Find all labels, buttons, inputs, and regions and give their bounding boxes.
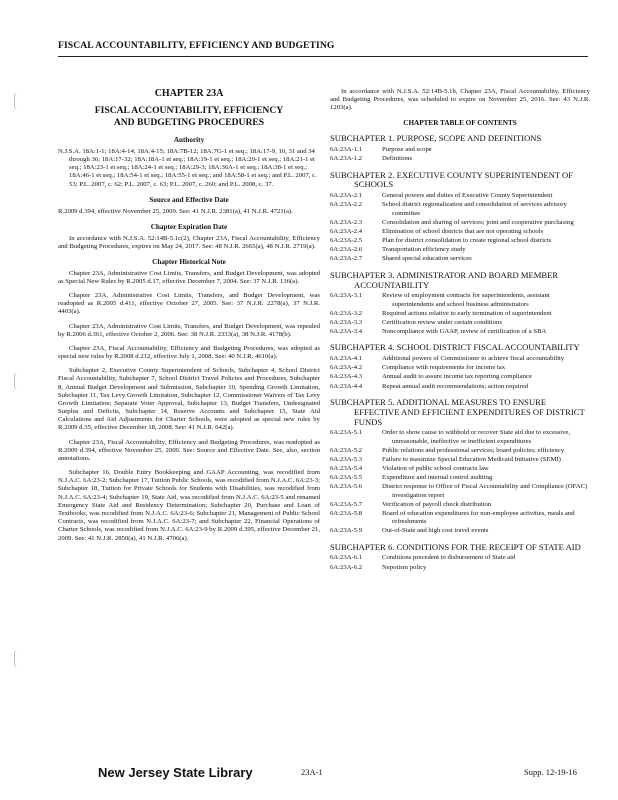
section-title: District response to Office of Fiscal Accountability and Compliance (OFAC) investigation report bbox=[382, 483, 588, 499]
supplement-date: Supp. 12-19-16 bbox=[524, 767, 577, 777]
section-title: Required actions relative to early termination of superintendent bbox=[382, 309, 552, 317]
section-number: 6A:23A-5.9 bbox=[330, 527, 363, 535]
section-number: 6A:23A-5.8 bbox=[330, 509, 363, 517]
expiration-text: In accordance with N.J.S.A. 52:14B-5.1c(2), Chapter 23A, Fiscal Accountability, Efficiency and Budgeting Procedures, expires on May 24, 2017. See: 48 N.J.R. 2665(a), 48 N.J.R. 2719(a). bbox=[58, 234, 320, 250]
chapter-title bbox=[58, 105, 320, 128]
section-title: Order to show cause to withhold or recover State aid due to excessive, unreasonable, ineffective or inefficient expenditures bbox=[382, 429, 571, 445]
toc-entry bbox=[330, 146, 590, 154]
toc-entry bbox=[330, 429, 590, 445]
toc-entry bbox=[330, 219, 590, 227]
chapter-title-line: AND BUDGETING PROCEDURES bbox=[113, 116, 265, 128]
running-header: FISCAL ACCOUNTABILITY, EFFICIENCY AND BUDGETING bbox=[58, 40, 335, 51]
section-title: School district regionalization and consolidation of services advisory committee bbox=[382, 201, 567, 217]
margin-mark bbox=[14, 92, 23, 110]
section-number: 6A:23A-2.3 bbox=[330, 218, 363, 226]
section-title: Nepotism policy bbox=[382, 563, 427, 571]
toc-entry bbox=[330, 465, 590, 473]
toc-entry bbox=[330, 383, 590, 391]
source-heading: Source and Effective Date bbox=[149, 195, 229, 204]
subchapter-title: SUBCHAPTER 2. EXECUTIVE COUNTY SUPERINTENDENT OF SCHOOLS bbox=[330, 169, 574, 190]
toc-entry bbox=[330, 328, 590, 336]
section-number: 6A:23A-5.5 bbox=[330, 474, 363, 482]
section-number: 6A:23A-2.4 bbox=[330, 227, 363, 235]
section-title: Additional powers of Commissioner to achieve fiscal accountability bbox=[382, 355, 565, 363]
toc-entry bbox=[330, 246, 590, 254]
toc-entry bbox=[330, 554, 590, 562]
section-number: 6A:23A-3.2 bbox=[330, 309, 363, 317]
section-number: 6A:23A-3.1 bbox=[330, 292, 363, 300]
section-title: Failure to maximize Special Education Medicaid Initiative (SEMI) bbox=[382, 455, 561, 463]
table-of-contents bbox=[330, 134, 590, 571]
source-text: R.2009 d.394, effective November 25, 2009. See: 41 N.J.R. 2381(a), 41 N.J.R. 4721(a). bbox=[58, 207, 293, 215]
page-number: 23A-1 bbox=[301, 767, 323, 777]
section-number: 6A:23A-5.7 bbox=[330, 500, 363, 508]
section-number: 6A:23A-5.6 bbox=[330, 483, 363, 491]
section-number: 6A:23A-3.4 bbox=[330, 328, 363, 336]
toc-entry bbox=[330, 155, 590, 163]
chapter-title-line: FISCAL ACCOUNTABILITY, EFFICIENCY bbox=[94, 105, 284, 117]
section-title: Public relations and professional services; board policies; efficiency bbox=[382, 446, 565, 454]
toc-entry bbox=[330, 319, 590, 327]
section-number: 6A:23A-5.3 bbox=[330, 455, 363, 463]
history-notes bbox=[58, 270, 320, 543]
subchapter-title: SUBCHAPTER 4. SCHOOL DISTRICT FISCAL ACCOUNTABILITY bbox=[330, 342, 580, 353]
expiration-heading: Chapter Expiration Date bbox=[150, 222, 228, 231]
section-number: 6A:23A-3.3 bbox=[330, 318, 363, 326]
section-number: 6A:23A-1.2 bbox=[330, 155, 363, 163]
history-paragraph: Chapter 23A, Fiscal Accountability, Efficiency and Budgeting Procedures, was readopted as R.2009 d.394, effective November 25, 2009. See: Source and Effective Date. See, also, section annotations. bbox=[58, 438, 320, 462]
section-title: Plan for district consolidation to create regional school districts bbox=[382, 237, 552, 245]
toc-entry bbox=[330, 447, 590, 455]
section-title: Consolidation and sharing of services; joint and cooperative purchasing bbox=[382, 218, 574, 226]
toc-entry bbox=[330, 373, 590, 381]
toc-entry bbox=[330, 564, 590, 572]
left-column bbox=[58, 88, 320, 549]
toc-entry bbox=[330, 483, 590, 499]
section-title: Out-of-State and high cost travel events bbox=[382, 527, 489, 535]
section-number: 6A:23A-4.3 bbox=[330, 373, 363, 381]
margin-mark bbox=[14, 372, 23, 390]
section-title: Certification review under certain conditions bbox=[382, 318, 502, 326]
toc-entry bbox=[330, 192, 590, 200]
section-number: 6A:23A-4.1 bbox=[330, 355, 363, 363]
section-number: 6A:23A-5.1 bbox=[330, 429, 363, 437]
section-title: Definitions bbox=[382, 155, 413, 163]
history-paragraph: Chapter 23A, Administrative Cost Limits, Transfers, and Budget Development, was repealed by R.2006 d.361, effective October 2, 2006. See: 38 N.J.R. 2333(a), 38 N.J.R. 4178(b). bbox=[58, 322, 320, 338]
right-column bbox=[330, 88, 590, 573]
toc-entry bbox=[330, 456, 590, 464]
subchapter-title: SUBCHAPTER 6. CONDITIONS FOR THE RECEIPT OF STATE AID bbox=[330, 541, 581, 552]
section-title: Shared special education services bbox=[382, 255, 472, 263]
toc-entry bbox=[330, 501, 590, 509]
section-title: Transportation efficiency study bbox=[382, 246, 466, 254]
toc-entry bbox=[330, 201, 590, 217]
history-paragraph: Chapter 23A, Administrative Cost Limits, Transfers, and Budget Development, was adopted as Special New Rules by R.2005 d.17, effective December 7, 2004. See: 37 N.J.R. 136(a). bbox=[58, 269, 320, 285]
toc-entry bbox=[330, 310, 590, 318]
subchapter-title: SUBCHAPTER 5. ADDITIONAL MEASURES TO ENSURE EFFECTIVE AND EFFICIENT EXPENDITURES OF DISTRICT FUNDS bbox=[330, 396, 585, 427]
margin-mark bbox=[14, 650, 23, 668]
chapter-number: CHAPTER 23A bbox=[154, 88, 224, 99]
section-title: Noncompliance with GAAP, review of certification of a SBA bbox=[382, 328, 547, 336]
toc-heading: CHAPTER TABLE OF CONTENTS bbox=[403, 118, 517, 127]
section-title: Expenditure and internal control auditing bbox=[382, 474, 493, 482]
section-number: 6A:23A-6.2 bbox=[330, 563, 363, 571]
section-title: General powers and duties of Executive County Superintendent bbox=[382, 192, 553, 200]
section-number: 6A:23A-5.2 bbox=[330, 446, 363, 454]
history-paragraph: Subchapter 2, Executive County Superintendent of Schools, Subchapter 4, School District Fiscal Accountability, Subchapter 7, School District Travel Policies and Procedures, Subchapter 8, Annual Budget Development and Submission, Subchapter 10, Spending Growth Limitation, Subchapter 11, Tax Levy Growth Limitation, Subchapter 12, Commissioner Waivers of Tax Levy Growth Limitation; Separate Voter Approval, Subchapter 13, Budget Transfers, Undesignated Surplus and Deficits, Subchapter 14, Reserve Accounts and Subchapter 15, State Aid Calculations and Aid Adjustments for Charter Schools, were adopted as special new rules by R.2009 d.35, effective December 18, 2008. See: 41 N.J.R. 642(a). bbox=[58, 367, 320, 432]
toc-entry bbox=[330, 510, 590, 526]
section-number: 6A:23A-6.1 bbox=[330, 554, 363, 562]
section-title: Annual audit to assure income tax reporting compliance bbox=[382, 373, 532, 381]
history-heading: Chapter Historical Note bbox=[152, 257, 226, 266]
section-number: 6A:23A-2.5 bbox=[330, 237, 363, 245]
library-watermark: New Jersey State Library bbox=[98, 765, 253, 780]
section-number: 6A:23A-4.4 bbox=[330, 382, 363, 390]
section-title: Conditions precedent to disbursement of State aid bbox=[382, 554, 516, 562]
section-title: Board of education expenditures for non-employee activities, meals and refreshments bbox=[382, 509, 575, 526]
section-title: Compliance with requirements for income tax bbox=[382, 364, 506, 372]
section-title: Elimination of school districts that are not operating schools bbox=[382, 227, 544, 235]
section-number: 6A:23A-2.2 bbox=[330, 201, 363, 209]
authority-text: N.J.S.A. 18A:1-1; 18A:4-14; 18A:4-15; 18A:7B-12; 18A:7G-1 et seq.; 18A:17-9, 10, 31 and 34 through 36; 18A:17-32; 18A:18A-1 et seq.; 18A:19-1 et seq.; 18A:20-1 et seq.; 18A:21-1 et seq.; 18A:23-1 et seq.; 18A:24-1 et seq.; 18A:29-3; 18A:36A-1 et seq.; 18A:38-1 et seq.; 18A:46-1 et seq.; 18A:54-1 et seq.; 18A:55-1 et seq.; and 18A:58-1 et seq.; and P.L. 2007, c. 53; P.L. 2007, c. 62; P.L. 2007, c. 63; P.L. 2007, c. 260; and P.L. 2008, c. 37. bbox=[58, 147, 317, 188]
toc-entry bbox=[330, 364, 590, 372]
section-title: Purpose and scope bbox=[382, 146, 432, 154]
subchapter-title: SUBCHAPTER 1. PURPOSE, SCOPE AND DEFINITIONS bbox=[330, 133, 542, 144]
section-title: Review of employment contracts for superintendents, assistant superintendents and school business administrators bbox=[382, 292, 550, 308]
toc-entry bbox=[330, 228, 590, 236]
expiry-note: In accordance with N.J.S.A. 52:14B-5.1b, Chapter 23A, Fiscal Accountability, Efficiency and Budgeting Procedures, was scheduled to expire on November 25, 2016. See: 43 N.J.R. 1203(a). bbox=[330, 88, 590, 112]
header-rule bbox=[58, 56, 588, 57]
section-number: 6A:23A-2.7 bbox=[330, 255, 363, 263]
toc-entry bbox=[330, 474, 590, 482]
section-number: 6A:23A-2.6 bbox=[330, 246, 363, 254]
toc-entry bbox=[330, 355, 590, 363]
toc-entry bbox=[330, 292, 590, 308]
subchapter-title: SUBCHAPTER 3. ADMINISTRATOR AND BOARD MEMBER ACCOUNTABILITY bbox=[330, 269, 559, 290]
history-paragraph: Subchapter 16, Double Entry Bookkeeping and GAAP Accounting, was recodified from N.J.A.C. 6A:23-2; Subchapter 17, Tuition Public Schools, was recodified from N.J.A.C. 6A:23-3; Subchapter 18, Tuition for Private Schools for Students with Disabilities, was recodified from N.J.A.C. 6A:23-4; Subchapter 19, State Aid, was recodified from N.J.A.C. 6A:23-5 and renamed Emergency State Aid and Residency Determination; Subchapter 20, Purchase and Loan of Textbooks, was recodified from N.J.A.C. 6A:23-6; Subchapter 21, Management of Public School Contracts, was recodified from N.J.A.C. 6A:23-7; and Subchapter 22, Financial Operations of Charter Schools, was recodified from N.J.A.C. 6A:23-9 by R.2009 d.395, effective December 21, 2009. See: 41 N.J.R. 2850(a), 41 N.J.R. 4706(a). bbox=[58, 469, 320, 542]
section-title: Violation of public school contracts law bbox=[382, 465, 489, 473]
history-paragraph: Chapter 23A, Fiscal Accountability, Efficiency and Budgeting Procedures, was adopted as special new rules by R.2008 d.212, effective July 1, 2008. See: 40 N.J.R. 4610(a). bbox=[58, 344, 320, 361]
section-title: Verification of payroll check distribution bbox=[382, 500, 492, 508]
section-number: 6A:23A-2.1 bbox=[330, 192, 363, 200]
section-title: Repeat annual audit recommendations; action required bbox=[382, 382, 529, 390]
section-number: 6A:23A-5.4 bbox=[330, 465, 363, 473]
authority-heading: Authority bbox=[173, 136, 205, 145]
toc-entry bbox=[330, 255, 590, 263]
section-number: 6A:23A-4.2 bbox=[330, 364, 363, 372]
toc-entry bbox=[330, 527, 590, 535]
history-paragraph: Chapter 23A, Administrative Cost Limits, Transfers, and Budget Development, was readopted as R.2005 d.411, effective October 27, 2005. See: 37 N.J.R. 2278(a), 37 N.J.R. 4403(a). bbox=[58, 292, 320, 316]
toc-entry bbox=[330, 237, 590, 245]
section-number: 6A:23A-1.1 bbox=[330, 146, 363, 154]
